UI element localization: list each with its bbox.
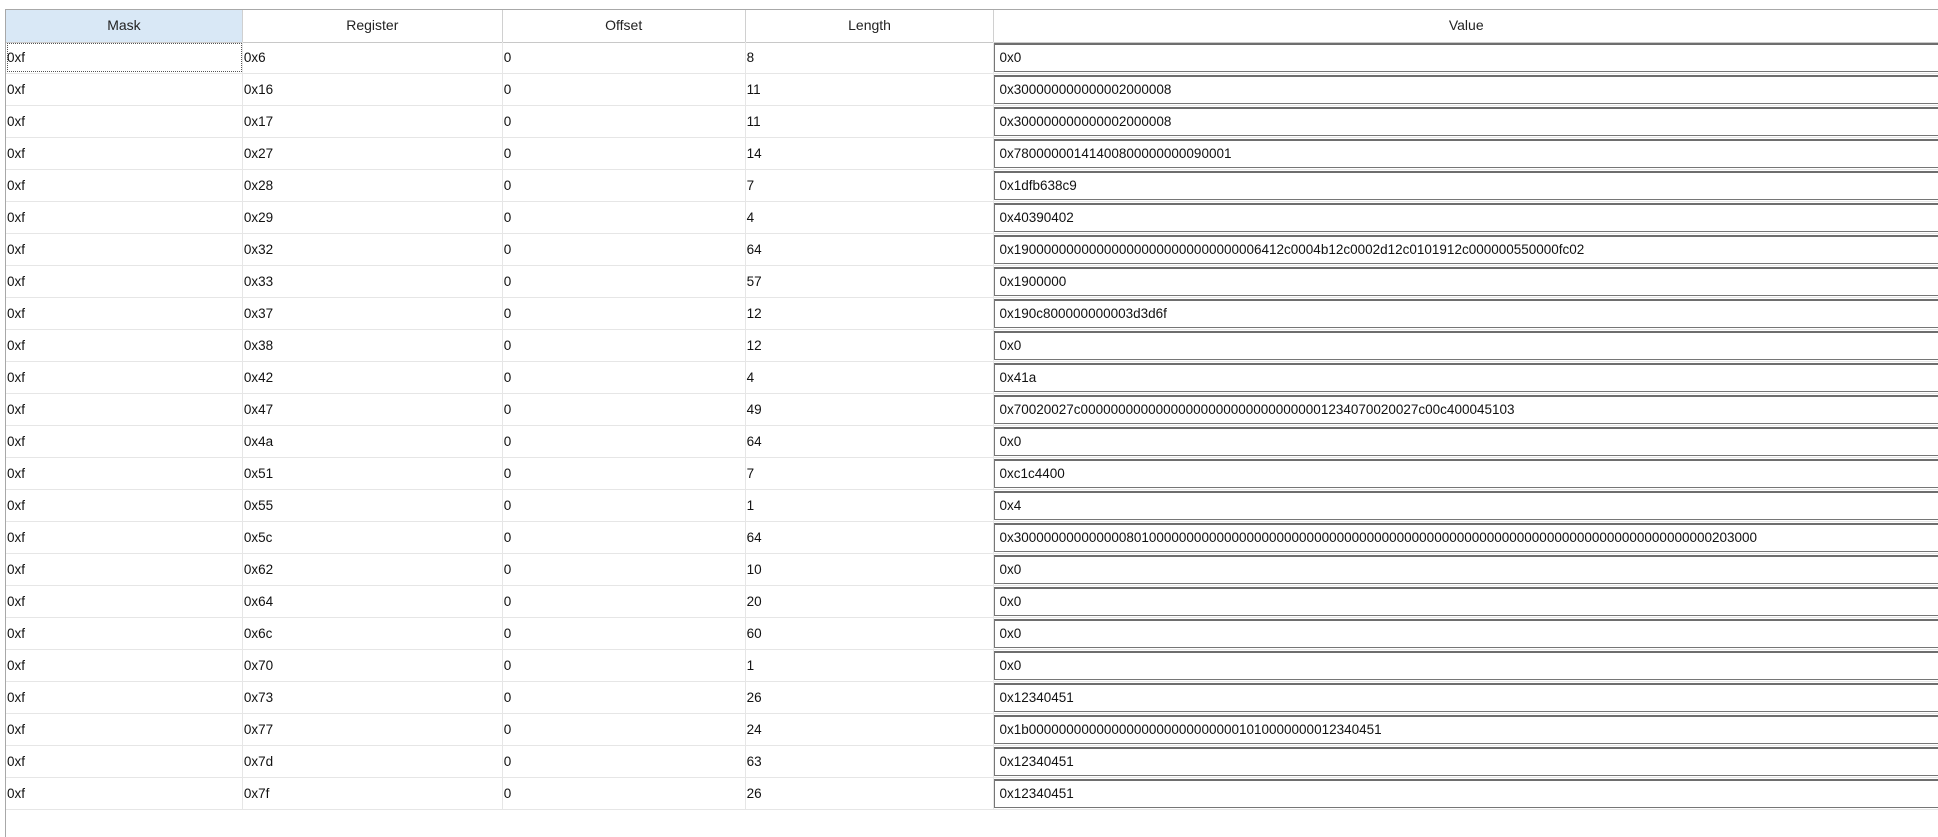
mask-cell[interactable]: 0xf	[6, 234, 243, 265]
mask-cell[interactable]: 0xf	[6, 394, 243, 425]
value-cell	[994, 138, 1938, 169]
table-row[interactable]	[6, 330, 1938, 362]
length-cell[interactable]: 26	[746, 778, 995, 809]
register-cell[interactable]: 0x51	[243, 458, 503, 489]
value-input[interactable]: 0x300000000000002000008	[994, 75, 1938, 104]
length-cell[interactable]: 64	[746, 426, 995, 457]
mask-cell[interactable]: 0xf	[6, 74, 243, 105]
value-input[interactable]: 0x0	[994, 619, 1938, 648]
length-cell[interactable]: 12	[746, 330, 995, 361]
register-table	[5, 9, 1938, 837]
length-cell[interactable]: 60	[746, 618, 995, 649]
table-row[interactable]	[6, 554, 1938, 586]
value-input[interactable]: 0xc1c4400	[994, 459, 1938, 488]
length-cell[interactable]: 1	[746, 650, 995, 681]
register-cell[interactable]: 0x73	[243, 682, 503, 713]
value-cell	[994, 330, 1938, 361]
value-input[interactable]: 0x190000000000000000000000000000006412c0004b12c0002d12c0101912c000000550000fc02	[994, 235, 1938, 264]
table-row[interactable]	[6, 394, 1938, 426]
value-cell	[994, 426, 1938, 457]
offset-cell[interactable]: 0	[503, 74, 746, 105]
value-input[interactable]: 0x190c800000000003d3d6f	[994, 299, 1938, 328]
mask-cell[interactable]: 0xf	[6, 170, 243, 201]
table-row[interactable]	[6, 234, 1938, 266]
table-row[interactable]	[6, 522, 1938, 554]
value-input[interactable]: 0x0	[994, 331, 1938, 360]
offset-cell[interactable]: 0	[503, 138, 746, 169]
column-header-mask[interactable]: Mask	[6, 10, 243, 42]
value-cell	[994, 74, 1938, 105]
value-cell	[994, 202, 1938, 233]
table-row[interactable]	[6, 650, 1938, 682]
table-row[interactable]	[6, 490, 1938, 522]
register-cell[interactable]: 0x32	[243, 234, 503, 265]
register-cell[interactable]: 0x4a	[243, 426, 503, 457]
length-cell[interactable]: 11	[746, 106, 995, 137]
value-cell	[994, 298, 1938, 329]
value-input[interactable]: 0x12340451	[994, 747, 1938, 776]
length-cell[interactable]: 12	[746, 298, 995, 329]
offset-cell[interactable]: 0	[503, 106, 746, 137]
length-cell[interactable]: 63	[746, 746, 995, 777]
offset-cell[interactable]: 0	[503, 394, 746, 425]
length-cell[interactable]: 26	[746, 682, 995, 713]
length-cell[interactable]: 7	[746, 170, 995, 201]
value-cell	[994, 554, 1938, 585]
value-cell	[994, 618, 1938, 649]
value-input[interactable]: 0x0	[994, 555, 1938, 584]
value-cell	[994, 650, 1938, 681]
value-cell	[994, 394, 1938, 425]
value-cell	[994, 458, 1938, 489]
offset-cell[interactable]: 0	[503, 586, 746, 617]
table-row[interactable]	[6, 362, 1938, 394]
register-cell[interactable]: 0x6c	[243, 618, 503, 649]
table-row[interactable]	[6, 170, 1938, 202]
value-cell	[994, 266, 1938, 297]
register-cell[interactable]: 0x64	[243, 586, 503, 617]
offset-cell[interactable]: 0	[503, 362, 746, 393]
column-header-value[interactable]: Value	[994, 10, 1938, 42]
register-cell[interactable]: 0x77	[243, 714, 503, 745]
offset-cell[interactable]: 0	[503, 714, 746, 745]
mask-cell[interactable]: 0xf	[6, 202, 243, 233]
table-row[interactable]	[6, 42, 1938, 74]
offset-cell[interactable]: 0	[503, 266, 746, 297]
mask-cell[interactable]: 0xf	[6, 266, 243, 297]
offset-cell[interactable]: 0	[503, 522, 746, 553]
value-cell	[994, 714, 1938, 745]
value-cell	[994, 586, 1938, 617]
length-cell[interactable]: 1	[746, 490, 995, 521]
value-input[interactable]: 0x4	[994, 491, 1938, 520]
value-input[interactable]: 0x0	[994, 651, 1938, 680]
register-cell[interactable]: 0x42	[243, 362, 503, 393]
register-cell[interactable]: 0x38	[243, 330, 503, 361]
offset-cell[interactable]: 0	[503, 298, 746, 329]
table-row[interactable]	[6, 138, 1938, 170]
offset-cell[interactable]: 0	[503, 170, 746, 201]
table-row[interactable]	[6, 682, 1938, 714]
offset-cell[interactable]: 0	[503, 682, 746, 713]
mask-cell[interactable]: 0xf	[6, 618, 243, 649]
value-input[interactable]: 0x0	[994, 427, 1938, 456]
offset-cell[interactable]: 0	[503, 618, 746, 649]
table-row[interactable]	[6, 746, 1938, 778]
offset-cell[interactable]: 0	[503, 426, 746, 457]
table-row[interactable]	[6, 106, 1938, 138]
mask-cell[interactable]: 0xf	[6, 490, 243, 521]
length-cell[interactable]: 64	[746, 234, 995, 265]
value-input[interactable]: 0x70020027c000000000000000000000000000000001234070020027c00c400045103	[994, 395, 1938, 424]
value-cell	[994, 682, 1938, 713]
value-input[interactable]: 0x0	[994, 587, 1938, 616]
register-cell[interactable]: 0x28	[243, 170, 503, 201]
length-cell[interactable]: 7	[746, 458, 995, 489]
mask-cell[interactable]: 0xf	[6, 586, 243, 617]
mask-cell[interactable]: 0xf	[6, 106, 243, 137]
mask-cell[interactable]: 0xf	[6, 714, 243, 745]
register-cell[interactable]: 0x29	[243, 202, 503, 233]
column-header-register[interactable]: Register	[243, 10, 503, 42]
offset-cell[interactable]: 0	[503, 650, 746, 681]
table-header	[6, 10, 1938, 43]
offset-cell[interactable]: 0	[503, 234, 746, 265]
mask-cell[interactable]: 0xf	[6, 138, 243, 169]
table-row[interactable]	[6, 426, 1938, 458]
table-body	[6, 42, 1938, 810]
length-cell[interactable]: 57	[746, 266, 995, 297]
table-row[interactable]	[6, 202, 1938, 234]
table-row[interactable]	[6, 298, 1938, 330]
mask-cell[interactable]: 0xf	[6, 746, 243, 777]
table-row[interactable]	[6, 458, 1938, 490]
length-cell[interactable]: 8	[746, 42, 995, 73]
table-row[interactable]	[6, 778, 1938, 810]
register-cell[interactable]: 0x33	[243, 266, 503, 297]
length-cell[interactable]: 64	[746, 522, 995, 553]
value-input[interactable]: 0x12340451	[994, 683, 1938, 712]
value-input[interactable]: 0x1dfb638c9	[994, 171, 1938, 200]
value-input[interactable]: 0x1b00000000000000000000000000001010000000012340451	[994, 715, 1938, 744]
value-cell	[994, 746, 1938, 777]
value-cell	[994, 778, 1938, 809]
mask-cell[interactable]: 0xf	[6, 522, 243, 553]
offset-cell[interactable]: 0	[503, 490, 746, 521]
mask-cell[interactable]: 0xf	[6, 42, 243, 73]
table-row[interactable]	[6, 586, 1938, 618]
register-cell[interactable]: 0x17	[243, 106, 503, 137]
register-cell[interactable]: 0x7f	[243, 778, 503, 809]
value-cell	[994, 490, 1938, 521]
value-cell	[994, 170, 1938, 201]
length-cell[interactable]: 14	[746, 138, 995, 169]
value-cell	[994, 106, 1938, 137]
value-input[interactable]: 0x300000000000000801000000000000000000000000000000000000000000000000000000000000000000000000000203000	[994, 523, 1938, 552]
table-row[interactable]	[6, 74, 1938, 106]
mask-cell[interactable]: 0xf	[6, 426, 243, 457]
offset-cell[interactable]: 0	[503, 746, 746, 777]
value-cell	[994, 522, 1938, 553]
offset-cell[interactable]: 0	[503, 202, 746, 233]
offset-cell[interactable]: 0	[503, 778, 746, 809]
length-cell[interactable]: 4	[746, 362, 995, 393]
register-cell[interactable]: 0x27	[243, 138, 503, 169]
value-input[interactable]: 0x12340451	[994, 779, 1938, 808]
length-cell[interactable]: 10	[746, 554, 995, 585]
mask-cell[interactable]: 0xf	[6, 650, 243, 681]
register-cell[interactable]: 0x5c	[243, 522, 503, 553]
register-cell[interactable]: 0x37	[243, 298, 503, 329]
mask-cell[interactable]: 0xf	[6, 362, 243, 393]
length-cell[interactable]: 49	[746, 394, 995, 425]
register-cell[interactable]: 0x6	[243, 42, 503, 73]
value-input[interactable]: 0x41a	[994, 363, 1938, 392]
value-cell	[994, 362, 1938, 393]
column-header-length[interactable]: Length	[746, 10, 995, 42]
value-cell	[994, 42, 1938, 73]
value-input[interactable]: 0x0	[994, 43, 1938, 72]
mask-cell[interactable]: 0xf	[6, 554, 243, 585]
value-input[interactable]: 0x300000000000002000008	[994, 107, 1938, 136]
register-cell[interactable]: 0x62	[243, 554, 503, 585]
table-row[interactable]	[6, 714, 1938, 746]
register-cell[interactable]: 0x16	[243, 74, 503, 105]
length-cell[interactable]: 24	[746, 714, 995, 745]
offset-cell[interactable]: 0	[503, 42, 746, 73]
value-input[interactable]: 0x1900000	[994, 267, 1938, 296]
offset-cell[interactable]: 0	[503, 554, 746, 585]
register-cell[interactable]: 0x7d	[243, 746, 503, 777]
value-cell	[994, 234, 1938, 265]
table-row[interactable]	[6, 266, 1938, 298]
length-cell[interactable]: 11	[746, 74, 995, 105]
register-cell[interactable]: 0x47	[243, 394, 503, 425]
mask-cell[interactable]: 0xf	[6, 298, 243, 329]
column-header-offset[interactable]: Offset	[503, 10, 746, 42]
register-cell[interactable]: 0x70	[243, 650, 503, 681]
value-input[interactable]: 0x40390402	[994, 203, 1938, 232]
mask-cell[interactable]: 0xf	[6, 682, 243, 713]
mask-cell[interactable]: 0xf	[6, 778, 243, 809]
mask-cell[interactable]: 0xf	[6, 330, 243, 361]
length-cell[interactable]: 4	[746, 202, 995, 233]
value-input[interactable]: 0x78000000141400800000000090001	[994, 139, 1938, 168]
length-cell[interactable]: 20	[746, 586, 995, 617]
mask-cell[interactable]: 0xf	[6, 458, 243, 489]
offset-cell[interactable]: 0	[503, 458, 746, 489]
register-cell[interactable]: 0x55	[243, 490, 503, 521]
table-row[interactable]	[6, 618, 1938, 650]
offset-cell[interactable]: 0	[503, 330, 746, 361]
